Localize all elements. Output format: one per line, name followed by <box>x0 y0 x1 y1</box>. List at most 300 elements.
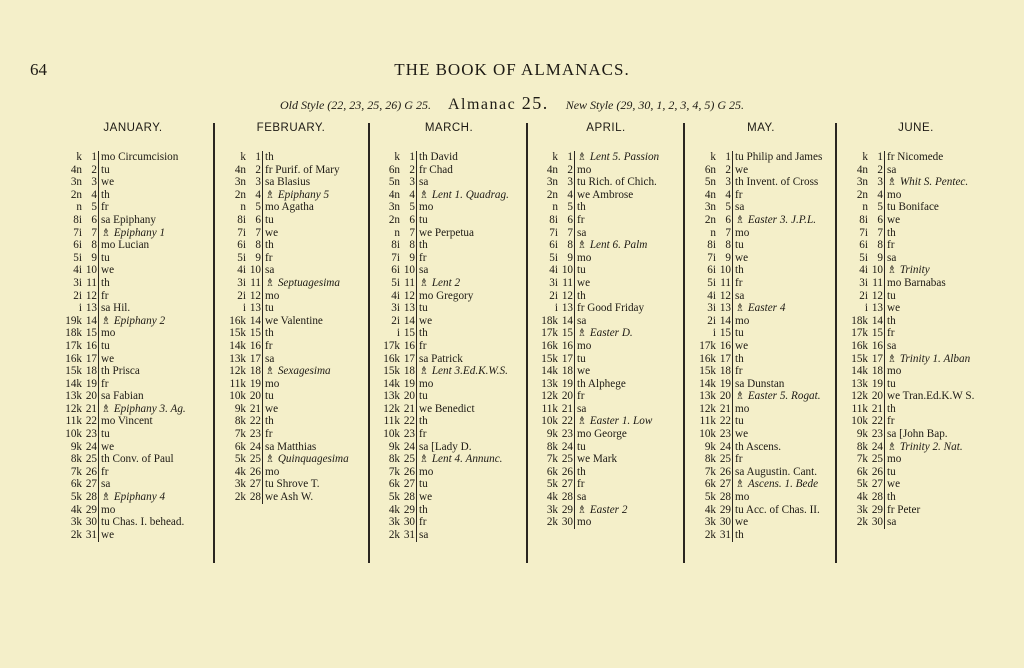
day-row <box>216 365 366 378</box>
dominical-letter: 3k <box>704 516 716 529</box>
day-row <box>216 466 366 479</box>
dominical-letter: 3n <box>234 176 246 189</box>
dominical-letter: 3n <box>856 176 868 189</box>
day-row <box>528 151 684 164</box>
day-number: 7 <box>91 226 97 239</box>
day-row <box>838 504 994 517</box>
day-number: 5 <box>725 201 731 214</box>
day-row <box>686 290 836 303</box>
dominical-letter: 3n <box>70 176 82 189</box>
day-number: 22 <box>871 415 883 428</box>
day-entry: we Valentine <box>265 314 323 327</box>
day-row <box>52 478 214 491</box>
day-row <box>370 441 528 454</box>
dominical-letter: 15k <box>383 365 400 378</box>
day-row <box>370 201 528 214</box>
day-number: 25 <box>871 453 883 466</box>
dominical-letter: 5i <box>391 276 400 289</box>
day-entry: we <box>101 352 115 365</box>
dominical-letter: 12k <box>541 390 558 403</box>
day-entry: we <box>577 365 591 378</box>
day-row <box>528 415 684 428</box>
dominical-letter: 12k <box>65 402 82 415</box>
sunday-icon: ♗ <box>887 440 900 453</box>
day-entry: we <box>735 339 749 352</box>
day-row <box>838 516 994 529</box>
dominical-letter: 6i <box>73 239 82 252</box>
dominical-letter: 4i <box>859 264 868 277</box>
day-row <box>370 504 528 517</box>
day-entry: th <box>419 327 428 340</box>
dominical-letter: 8i <box>549 213 558 226</box>
sunday-icon: ♗ <box>265 365 278 378</box>
day-number: 2 <box>409 163 415 176</box>
day-row <box>370 264 528 277</box>
dominical-letter: 15k <box>851 352 868 365</box>
day-row <box>528 466 684 479</box>
day-row <box>686 378 836 391</box>
day-entry: we <box>265 402 279 415</box>
day-number: 6 <box>91 213 97 226</box>
day-row <box>686 340 836 353</box>
day-entry: tu <box>887 377 896 390</box>
day-entry: sa [Lady D. <box>419 440 472 453</box>
day-number: 5 <box>567 201 573 214</box>
day-number: 22 <box>403 415 415 428</box>
day-entry: we <box>887 478 901 491</box>
day-number: 25 <box>249 453 261 466</box>
day-number: 8 <box>725 239 731 252</box>
day-entry: we Perpetua <box>419 226 474 239</box>
day-row <box>528 164 684 177</box>
dominical-letter: 6n <box>388 163 400 176</box>
day-row <box>686 176 836 189</box>
day-row <box>52 277 214 290</box>
dominical-letter: 2k <box>70 528 82 541</box>
dominical-letter: 3n <box>388 201 400 214</box>
day-number: 27 <box>249 478 261 491</box>
dominical-letter: 14k <box>699 377 716 390</box>
day-row <box>528 378 684 391</box>
day-row <box>370 390 528 403</box>
day-row <box>528 302 684 315</box>
day-row <box>52 264 214 277</box>
day-row <box>838 378 994 391</box>
dominical-letter: 13k <box>229 352 246 365</box>
day-entry: ♗ Lent 5. Passion <box>577 151 660 163</box>
day-entry: we <box>265 226 279 239</box>
dominical-letter: 11k <box>383 415 400 428</box>
day-entry: tu <box>265 390 274 403</box>
day-entry: th <box>735 264 744 277</box>
dominical-letter: 14k <box>541 365 558 378</box>
day-row <box>686 365 836 378</box>
day-entry: ♗ Epiphany 2 <box>101 314 166 327</box>
month-heading: JANUARY. <box>103 122 163 134</box>
day-entry: we Tran.Ed.K.W S. <box>887 390 975 403</box>
day-number: 30 <box>871 516 883 529</box>
day-entry: tu Philip and James <box>735 151 823 163</box>
dominical-letter: 9k <box>234 402 246 415</box>
day-number: 24 <box>561 440 573 453</box>
day-number: 22 <box>561 415 573 428</box>
day-entry: sa <box>265 264 275 277</box>
day-entry: ♗ Septuagesima <box>265 276 340 289</box>
day-number: 19 <box>871 377 883 390</box>
day-number: 18 <box>719 365 731 378</box>
day-number: 26 <box>561 465 573 478</box>
dominical-letter: 5i <box>73 251 82 264</box>
day-row <box>528 453 684 466</box>
dominical-letter: 6i <box>859 239 868 252</box>
day-number: 31 <box>719 528 731 541</box>
day-number: 16 <box>719 339 731 352</box>
dominical-letter: 2k <box>856 516 868 529</box>
day-number: 3 <box>409 176 415 189</box>
dominical-letter: 18k <box>851 314 868 327</box>
dominical-letter: 3k <box>70 516 82 529</box>
day-number: 10 <box>403 264 415 277</box>
day-entry: sa Blasius <box>265 176 311 189</box>
day-number: 13 <box>85 302 97 315</box>
dominical-letter: 8i <box>859 213 868 226</box>
day-row <box>528 201 684 214</box>
dominical-letter: 4i <box>237 264 246 277</box>
sunday-icon: ♗ <box>577 239 590 252</box>
day-entry: tu Boniface <box>887 201 939 214</box>
dominical-letter: 11k <box>65 415 82 428</box>
day-entry: mo <box>101 503 116 516</box>
day-entry: tu Rich. of Chich. <box>577 176 657 189</box>
dominical-letter: 10k <box>383 428 400 441</box>
dominical-letter: 17k <box>851 327 868 340</box>
day-number: 18 <box>871 365 883 378</box>
day-entry: tu <box>887 465 896 478</box>
day-row <box>370 466 528 479</box>
day-row <box>838 164 994 177</box>
dominical-letter: 12k <box>851 390 868 403</box>
day-entry: tu <box>265 213 274 226</box>
day-row <box>528 227 684 240</box>
dominical-letter: 13k <box>699 390 716 403</box>
dominical-letter: i <box>712 327 716 340</box>
day-entry: th <box>887 314 896 327</box>
day-number: 27 <box>403 478 415 491</box>
day-row <box>528 403 684 416</box>
day-number: 6 <box>567 213 573 226</box>
dominical-letter: k <box>394 151 400 163</box>
day-number: 15 <box>561 327 573 340</box>
day-entry: ♗ Trinity <box>887 264 930 277</box>
old-style-text: Old Style (22, 23, 25, 26) G 25. <box>279 98 431 112</box>
day-row <box>52 529 214 542</box>
day-number: 2 <box>725 163 731 176</box>
day-number: 10 <box>719 264 731 277</box>
day-number: 20 <box>403 390 415 403</box>
day-entry: mo <box>735 226 750 239</box>
day-row <box>216 264 366 277</box>
day-entry: mo <box>265 465 280 478</box>
day-entry: ♗ Sexagesima <box>265 365 331 378</box>
sunday-icon: ♗ <box>887 264 900 277</box>
day-row <box>52 428 214 441</box>
dominical-letter: 3i <box>549 276 558 289</box>
day-number: 30 <box>403 516 415 529</box>
day-number: 5 <box>91 201 97 214</box>
day-entry: mo <box>265 377 280 390</box>
dominical-letter: 6i <box>237 239 246 252</box>
day-entry: sa <box>735 289 745 302</box>
dominical-letter: 9k <box>856 428 868 441</box>
day-entry: sa <box>419 176 429 189</box>
day-entry: mo <box>887 365 902 378</box>
dominical-letter: 4i <box>707 289 716 302</box>
day-row <box>686 302 836 315</box>
day-entry: ♗ Trinity 1. Alban <box>887 352 971 365</box>
dominical-letter: 4i <box>391 289 400 302</box>
sunday-icon: ♗ <box>265 453 278 466</box>
day-entry: fr Nicomede <box>887 151 944 163</box>
day-number: 21 <box>561 402 573 415</box>
day-entry: th <box>101 276 110 289</box>
day-number: 20 <box>561 390 573 403</box>
day-number: 20 <box>85 390 97 403</box>
day-row <box>52 504 214 517</box>
dominical-letter: 14k <box>383 377 400 390</box>
day-row <box>528 189 684 202</box>
dominical-letter: 10k <box>541 415 558 428</box>
day-number: 24 <box>871 440 883 453</box>
dominical-letter: k <box>76 151 82 163</box>
day-row <box>686 390 836 403</box>
day-row <box>686 529 836 542</box>
day-row <box>528 239 684 252</box>
day-row <box>838 277 994 290</box>
day-number: 2 <box>877 163 883 176</box>
day-row <box>528 252 684 265</box>
day-entry: tu Shrove T. <box>265 478 320 491</box>
dominical-letter: 11k <box>699 415 716 428</box>
day-row <box>52 365 214 378</box>
day-row <box>370 151 528 164</box>
day-number: 22 <box>249 415 261 428</box>
dominical-letter: 3i <box>859 276 868 289</box>
dominical-letter: 16k <box>699 352 716 365</box>
day-entry: fr <box>265 428 273 441</box>
day-entry: mo <box>577 251 592 264</box>
day-entry: we <box>735 428 749 441</box>
day-row <box>216 189 366 202</box>
day-number: 14 <box>403 314 415 327</box>
day-entry: tu <box>419 390 428 403</box>
day-number: 13 <box>871 302 883 315</box>
day-row <box>838 353 994 366</box>
almanac-label: Almanac 25. <box>447 93 549 113</box>
day-number: 26 <box>403 465 415 478</box>
day-row <box>216 290 366 303</box>
day-entry: we <box>887 302 901 315</box>
dominical-letter: 4k <box>856 491 868 504</box>
day-entry: ♗ Quinquagesima <box>265 453 349 466</box>
month-heading: MAY. <box>747 122 775 134</box>
dominical-letter: 5i <box>549 251 558 264</box>
day-number: 10 <box>561 264 573 277</box>
day-number: 23 <box>719 428 731 441</box>
day-entry: ♗ Easter 3. J.P.L. <box>735 213 816 226</box>
day-entry: th <box>419 239 428 252</box>
day-number: 24 <box>719 440 731 453</box>
day-row <box>838 466 994 479</box>
day-row <box>52 340 214 353</box>
day-number: 25 <box>403 453 415 466</box>
dominical-letter: 7i <box>859 226 868 239</box>
day-row <box>52 327 214 340</box>
day-number: 8 <box>91 239 97 252</box>
day-row <box>216 441 366 454</box>
day-number: 7 <box>567 226 573 239</box>
day-entry: tu <box>577 352 586 365</box>
day-number: 7 <box>409 226 415 239</box>
dominical-letter: k <box>240 151 246 163</box>
day-entry: sa <box>419 264 429 277</box>
day-row <box>686 189 836 202</box>
day-list <box>370 151 528 541</box>
dominical-letter: 3i <box>237 276 246 289</box>
day-entry: mo <box>887 188 902 201</box>
day-number: 19 <box>249 377 261 390</box>
day-entry: th <box>887 491 896 504</box>
sunday-icon: ♗ <box>735 213 748 226</box>
dominical-letter: 8k <box>546 440 558 453</box>
day-entry: tu <box>101 428 110 441</box>
day-entry: ♗ Lent 4. Annunc. <box>419 453 503 466</box>
dominical-letter: 4i <box>73 264 82 277</box>
day-row <box>216 390 366 403</box>
day-row <box>686 151 836 164</box>
dominical-letter: k <box>552 151 558 163</box>
dominical-letter: 15k <box>699 365 716 378</box>
dominical-letter: 7i <box>391 251 400 264</box>
day-entry: th <box>265 327 274 340</box>
day-number: 29 <box>719 503 731 516</box>
dominical-letter: 6k <box>546 465 558 478</box>
day-entry: sa Fabian <box>101 390 144 403</box>
day-number: 4 <box>725 188 731 201</box>
dominical-letter: 2n <box>856 188 868 201</box>
sunday-icon: ♗ <box>419 365 432 378</box>
dominical-letter: 5i <box>707 276 716 289</box>
day-row <box>686 415 836 428</box>
day-number: 23 <box>85 428 97 441</box>
day-number: 15 <box>249 327 261 340</box>
day-entry: sa Dunstan <box>735 377 785 390</box>
dominical-letter: 10k <box>65 428 82 441</box>
day-entry: fr Good Friday <box>577 302 645 315</box>
day-row <box>838 189 994 202</box>
day-list <box>216 151 366 504</box>
day-row <box>528 264 684 277</box>
dominical-letter: 8i <box>707 239 716 252</box>
day-number: 13 <box>403 302 415 315</box>
day-row <box>838 302 994 315</box>
day-number: 5 <box>877 201 883 214</box>
day-number: 28 <box>871 491 883 504</box>
dominical-letter: k <box>862 151 868 163</box>
day-row <box>686 403 836 416</box>
day-entry: mo Barnabas <box>887 276 946 289</box>
day-row <box>370 214 528 227</box>
day-row <box>52 516 214 529</box>
dominical-letter: 2i <box>73 289 82 302</box>
day-number: 18 <box>249 365 261 378</box>
dominical-letter: 6i <box>391 264 400 277</box>
day-row <box>528 290 684 303</box>
dominical-letter: 12k <box>383 402 400 415</box>
day-row <box>52 390 214 403</box>
dominical-letter: 18k <box>541 314 558 327</box>
day-entry: tu <box>101 339 110 352</box>
dominical-letter: 3n <box>704 201 716 214</box>
day-row <box>838 315 994 328</box>
day-number: 30 <box>561 516 573 529</box>
day-entry: fr Purif. of Mary <box>265 163 340 176</box>
day-entry: th <box>887 226 896 239</box>
day-entry: sa Patrick <box>419 352 463 365</box>
day-number: 9 <box>567 251 573 264</box>
dominical-letter: 16k <box>229 314 246 327</box>
day-entry: mo <box>419 201 434 214</box>
day-entry: tu <box>419 478 428 491</box>
dominical-letter: 16k <box>383 352 400 365</box>
day-entry: mo Agatha <box>265 201 314 214</box>
day-row <box>216 453 366 466</box>
dominical-letter: 7i <box>549 226 558 239</box>
day-number: 3 <box>725 176 731 189</box>
day-number: 17 <box>249 352 261 365</box>
sunday-icon: ♗ <box>577 327 590 340</box>
day-entry: fr <box>577 213 585 226</box>
day-row <box>370 453 528 466</box>
dominical-letter: 4k <box>546 491 558 504</box>
day-row <box>216 277 366 290</box>
day-row <box>528 214 684 227</box>
day-row <box>686 466 836 479</box>
dominical-letter: 8i <box>391 239 400 252</box>
dominical-letter: 13k <box>541 377 558 390</box>
day-row <box>370 378 528 391</box>
day-entry: we <box>419 491 433 504</box>
day-number: 13 <box>249 302 261 315</box>
day-row <box>216 353 366 366</box>
day-entry: fr <box>577 478 585 491</box>
day-number: 26 <box>719 465 731 478</box>
day-number: 28 <box>85 491 97 504</box>
day-entry: sa <box>887 339 897 352</box>
page-number: 64 <box>30 60 47 79</box>
day-entry: fr Chad <box>419 163 453 176</box>
day-row <box>370 340 528 353</box>
day-number: 4 <box>877 188 883 201</box>
day-number: 23 <box>249 428 261 441</box>
dominical-letter: 4k <box>388 503 400 516</box>
day-number: 28 <box>561 491 573 504</box>
day-number: 18 <box>403 365 415 378</box>
day-number: 5 <box>255 201 261 214</box>
dominical-letter: 2n <box>546 188 558 201</box>
day-number: 10 <box>871 264 883 277</box>
day-row <box>838 340 994 353</box>
day-number: 10 <box>249 264 261 277</box>
